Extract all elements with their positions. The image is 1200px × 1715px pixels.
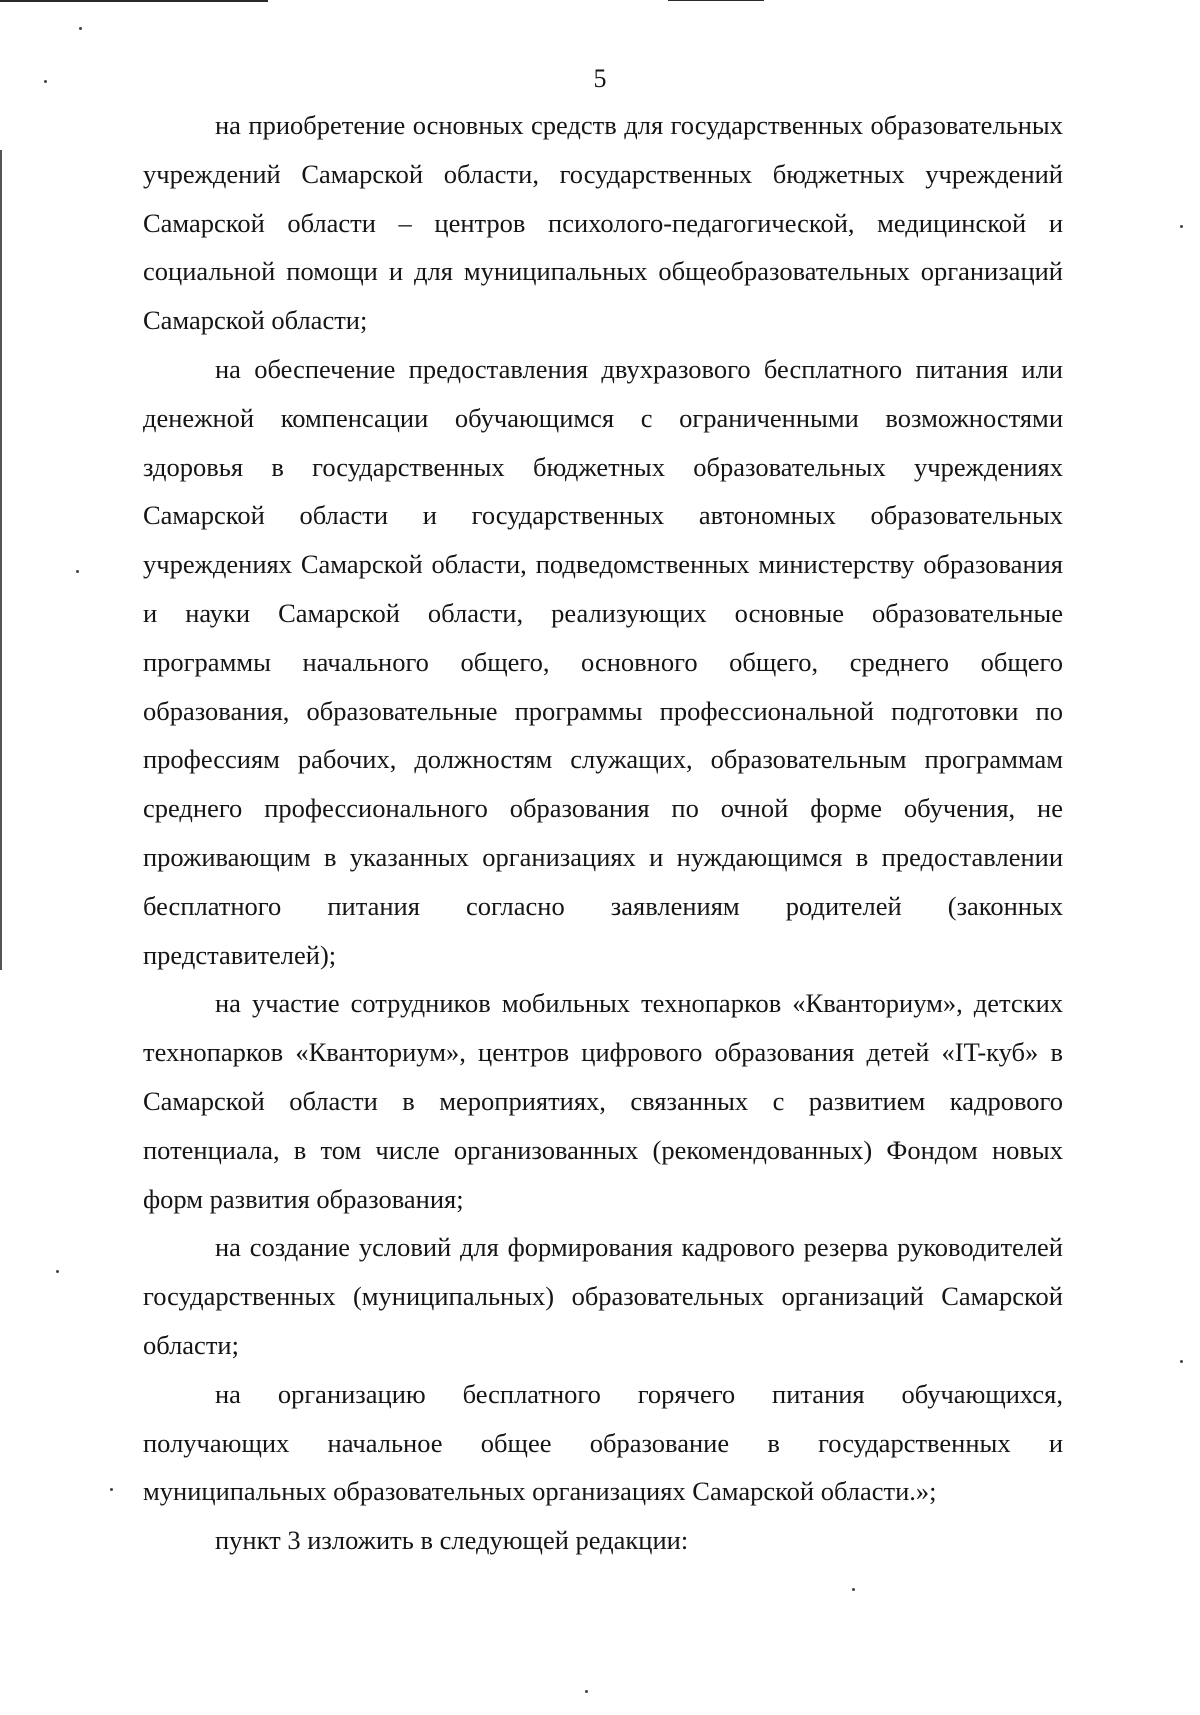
scan-speck: [76, 570, 79, 573]
page-number: 5: [593, 64, 607, 93]
scan-speck: [585, 1690, 588, 1693]
scan-speck: [1180, 225, 1183, 228]
scan-speck: [79, 27, 82, 30]
scan-edge-line-left: [0, 150, 2, 970]
paragraph-clause-3: пункт 3 изложить в следующей редакции:: [215, 1525, 689, 1556]
paragraph-personnel-reserve: на создание условий для формирования кадрового резерва руководителей государственных (муниципальных) образовательных организаций Самарской области;: [143, 1232, 1063, 1360]
paragraph-fixed-assets: на приобретение основных средств для государственных образовательных учреждений Самарской области, государственных бюджетных учреждений Самарской области – центров психолого-педагогической, медицинской и социальной помощи и для муниципальных общеобразовательных организаций Самарской области;: [143, 110, 1063, 336]
scan-edge-line-top: [0, 0, 268, 2]
scan-speck: [110, 1488, 113, 1491]
paragraph-hot-meals: на организацию бесплатного горячего питания обучающихся, получающих начальное общее образование в государственных и муниципальных образовательных организациях Самарской области.»;: [143, 1378, 1063, 1507]
scan-speck: [1180, 1360, 1183, 1363]
paragraph-kvantorium: на участие сотрудников мобильных технопарков «Кванториум», детских технопарков «Кванториум», центров цифрового образования детей «IT-куб» в Самарской области в мероприятиях, связанных с развитием кадрового потенциала, в том числе организованных (рекомендованных) Фондом новых форм развития образования;: [143, 988, 1063, 1214]
paragraph-free-meals-disabled: на обеспечение предоставления двухразового бесплатного питания или денежной компенсации обучающимся с ограниченными возможностями здоровья в государственных бюджетных образовательных учреждениях Самарской области и государственных автономных образовательных учреждениях Самарской области, подведомственных министерству образования и науки Самарской области, реализующих основные образовательные программы начального общего, основного общего, среднего общего образования, образовательные программы профессиональной подготовки по профессиям рабочих, должностям служащих, образовательным программам среднего профессионального образования по очной форме обучения, не проживающим в указанных организациях и нуждающимся в предоставлении бесплатного питания согласно заявлениям родителей (законных представителей);: [143, 353, 1063, 970]
scan-speck: [852, 1588, 855, 1591]
body-text: [143, 101, 1063, 1565]
scan-speck: [56, 1270, 59, 1273]
scan-edge-line-top-right: [668, 0, 764, 1]
